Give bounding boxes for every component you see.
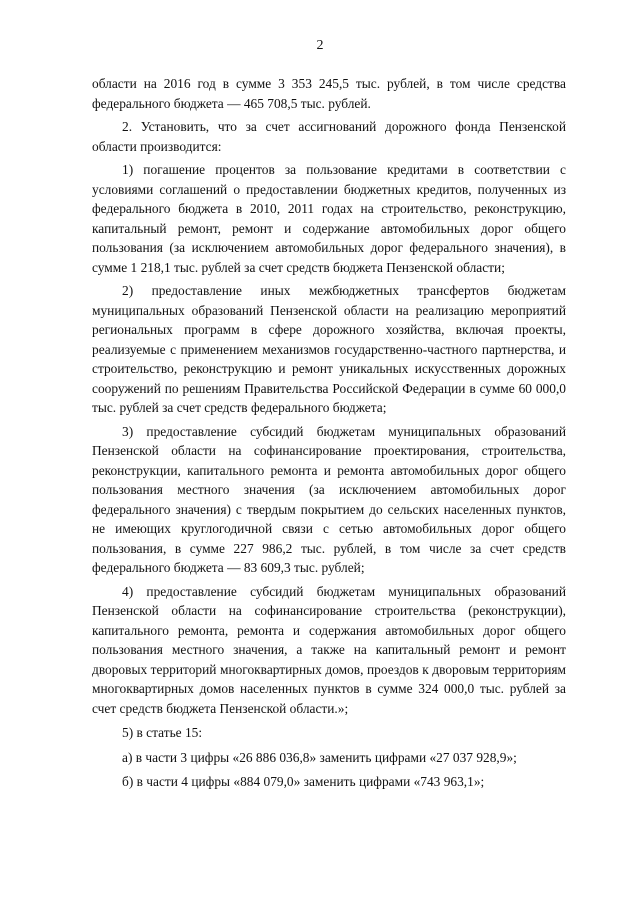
paragraph-subitem-b: б) в части 4 цифры «884 079,0» заменить цифрами «743 963,1»; bbox=[122, 774, 485, 789]
paragraph-item-2-transfers: 2) предоставление иных межбюджетных трансфертов бюджетам муниципальных образований Пензенской области на реализацию мероприятий региональных программ в сфере дорожного хозяйства, включая проекты, реализуемые с применением механизмов государственно-частного партнерства, и строительство, реконструкцию и ремонт уникальных искусственных дорожных сооружений по решениям Правительства Российской Федерации в сумме 60 000,0 тыс. рублей за счет средств федерального бюджета; bbox=[92, 283, 566, 415]
paragraph-item-4-subsidies-local: 4) предоставление субсидий бюджетам муниципальных образований Пензенской области на софинансирование строительства (реконструкции), капитального ремонта, ремонта и содержания автомобильных дорог общего пользования местного значения, а также на капитальный ремонт и ремонт дворовых территорий многоквартирных домов, проездов к дворовым территориям многоквартирных домов населенных пунктов в сумме 324 000,0 тыс. рублей за счет средств бюджета Пензенской области.»; bbox=[92, 583, 566, 716]
paragraph-item-3-subsidies-rural: 3) предоставление субсидий бюджетам муниципальных образований Пензенской области на софинансирование проектирования, строительства, реконструкции, капитального ремонта и ремонта автомобильных дорог общего пользования местного значения (за исключением автомобильных дорог федерального значения) с твердым покрытием до сельских населенных пунктов, не имеющих круглогодичной связи с сетью автомобильных дорог общего пользования, в сумме 227 986,2 тыс. рублей, в том числе за счет средств федерального бюджета — 83 609,3 тыс. рублей; bbox=[92, 423, 566, 575]
paragraph-item-1-interest: 1) погашение процентов за пользование кредитами в соответствии с условиями соглашений о предоставлении бюджетных кредитов, полученных из федерального бюджета в 2010, 2011 годах на строительство, реконструкцию, капитальный ремонт, ремонт и содержание автомобильных дорог общего пользования (за исключением автомобильных дорог федерального значения), в сумме 1 218,1 тыс. рублей за счет средств бюджета Пензенской области; bbox=[92, 162, 566, 275]
paragraph-subitem-a: а) в части 3 цифры «26 886 036,8» заменить цифрами «27 037 928,9»; bbox=[122, 749, 517, 765]
paragraph-budget-summary: области на 2016 год в сумме 3 353 245,5 тыс. рублей, в том числе средства федерального бюджета — 465 708,5 тыс. рублей. bbox=[92, 76, 566, 111]
document-body bbox=[92, 74, 566, 792]
paragraph-item-5-article-15: 5) в статье 15: bbox=[122, 725, 203, 740]
paragraph-road-fund-intro: 2. Установить, что за счет ассигнований дорожного фонда Пензенской области производится: bbox=[92, 119, 566, 154]
page-number: 2 bbox=[316, 38, 324, 53]
